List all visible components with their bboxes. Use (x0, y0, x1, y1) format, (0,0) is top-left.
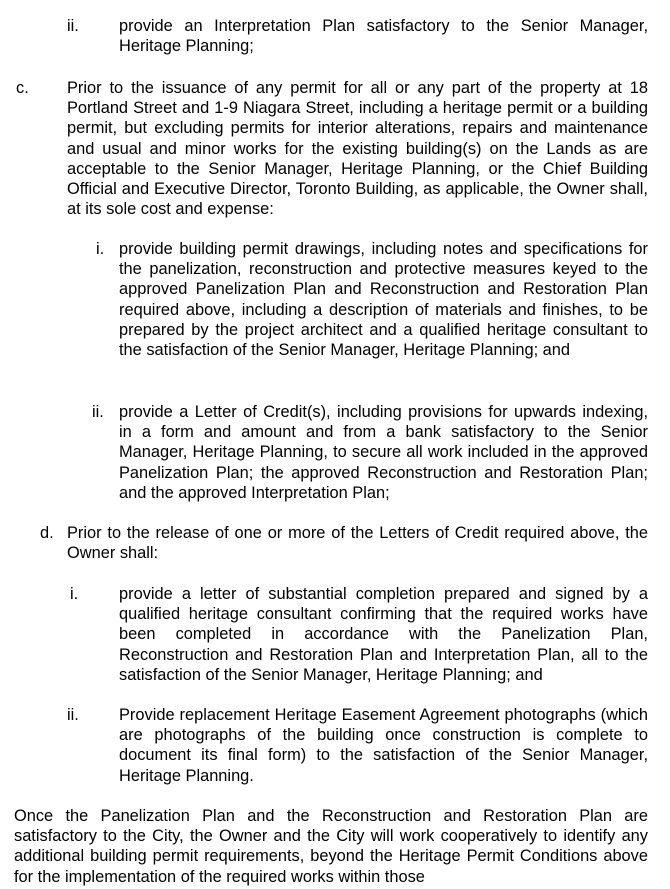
list-marker-c-i: i. (96, 240, 105, 258)
paragraph-closing: Once the Panelization Plan and the Reconstruction and Restoration Plan are satisfactory to the City, the Owner and the City will work cooperatively to identify any additional building permit requirements, beyond the Heritage Permit Conditions above for the implementation of the required works within those (14, 807, 648, 886)
list-marker-c: c. (16, 79, 29, 97)
paragraph-letter-of-credit: provide a Letter of Credit(s), including provisions for upwards indexing, in a form and amount and from a bank satisfactory to the Senior Manager, Heritage Planning, to secure all work included in the approved Panelization Plan; the approved Reconstruction and Restoration Plan; and the approved Interpretation Plan; (119, 403, 648, 502)
paragraph-building-permit-drawings: provide building permit drawings, including notes and specifications for the panelization, reconstruction and protective measures keyed to the approved Panelization Plan and Reconstruction and Restoration Plan required above, including a description of materials and finishes, to be prepared by the project architect and a qualified heritage consultant to the satisfaction of the Senior Manager, Heritage Planning; and (119, 240, 648, 360)
list-marker-d: d. (40, 524, 54, 542)
paragraph-interpretation-plan: provide an Interpretation Plan satisfactory to the Senior Manager, Heritage Planning; (119, 17, 648, 56)
paragraph-easement-photographs: Provide replacement Heritage Easement Agreement photographs (which are photographs of the building once construction is complete to document its final form) to the satisfaction of the Senior Manager, Heritage Planning. (119, 706, 648, 785)
paragraph-release-letters: Prior to the release of one or more of the Letters of Credit required above, the Owner shall: (67, 524, 648, 563)
list-marker-b-ii: ii. (67, 17, 79, 35)
list-marker-c-ii: ii. (92, 403, 104, 421)
paragraph-permit-conditions: Prior to the issuance of any permit for all or any part of the property at 18 Portland Street and 1-9 Niagara Street, including a heritage permit or a building permit, but excluding permits for interior alterations, repairs and maintenance and usual and minor works for the existing building(s) on the Lands as are acceptable to the Senior Manager, Heritage Planning, or the Chief Building Official and Executive Director, Toronto Building, as applicable, the Owner shall, at its sole cost and expense: (67, 79, 648, 219)
paragraph-substantial-completion: provide a letter of substantial completion prepared and signed by a qualified heritage consultant confirming that the required works have been completed in accordance with the Panelization Plan, Reconstruction and Restoration Plan and Interpretation Plan, all to the satisfaction of the Senior Manager, Heritage Planning; and (119, 585, 648, 684)
list-marker-d-ii: ii. (67, 706, 79, 724)
list-marker-d-i: i. (70, 585, 79, 603)
